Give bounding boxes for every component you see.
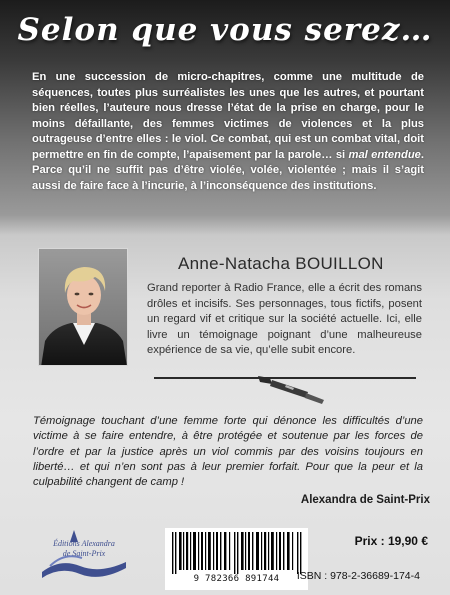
blurb-text-part1: En une succession de micro-chapitres, comme une multitude de séquences, toutes plus surréalistes les unes que les autres, et pourtant bien réelles, l’auteure nous dresse l’état de la prise en charge, pour le moins défaillante, des femmes victimes de violences et la plus outrageuse d’entre elles : le viol. Ce combat, qui est un combat vital, doit permettre en fin de compte, l’apaisement par la parole… si bbox=[32, 71, 424, 161]
barcode bbox=[165, 528, 308, 590]
author-bio: Grand reporter à Radio France, elle a écrit des romans drôles et incisifs. Ses personnages, tous fictifs, posent un regard vif et critique sur la société actuelle. Ici, elle livre un témoignage poignant d’une malheureuse expérience de sa vie, qu’elle subit encore. bbox=[147, 282, 422, 356]
author-photo bbox=[38, 248, 128, 366]
testimonial-quote: Témoignage touchant d’une femme forte qui dénonce les difficultés d’une victime à se faire entendre, à être protégée et soutenue par les forces de l’ordre et par la justice après un viol commis par des voisins toujours en liberté… et qui n’en sont pas à leur premier forfait. Pour que la peur et la culpabilité changent de camp ! bbox=[33, 415, 423, 489]
barcode-bars bbox=[169, 532, 304, 574]
barcode-number: 9 782366 891744 bbox=[193, 574, 280, 584]
fountain-pen-icon bbox=[250, 366, 330, 406]
author-name: Anne-Natacha BOUILLON bbox=[178, 254, 384, 273]
synopsis-blurb bbox=[32, 70, 424, 194]
publisher-logo-line2: de Saint-Prix bbox=[62, 549, 106, 558]
price-label: Prix : 19,90 € bbox=[354, 534, 428, 548]
publisher-logo-line1: Éditions Alexandra bbox=[53, 539, 115, 548]
quote-attribution: Alexandra de Saint-Prix bbox=[300, 494, 430, 506]
publisher-logo bbox=[40, 528, 128, 586]
book-title: Selon que vous serez… bbox=[17, 12, 433, 48]
blurb-text-part2: . Parce qu’il ne suffit pas d’être violée, volée, violentée ; mais il s’agit aussi de faire face à l’incurie, à l’inconséquence des institutions. bbox=[32, 148, 424, 192]
author-portrait-image bbox=[39, 249, 128, 366]
blurb-emphasis: mal entendue bbox=[348, 148, 421, 161]
isbn-label: ISBN : 978-2-36689-174-4 bbox=[296, 570, 420, 582]
